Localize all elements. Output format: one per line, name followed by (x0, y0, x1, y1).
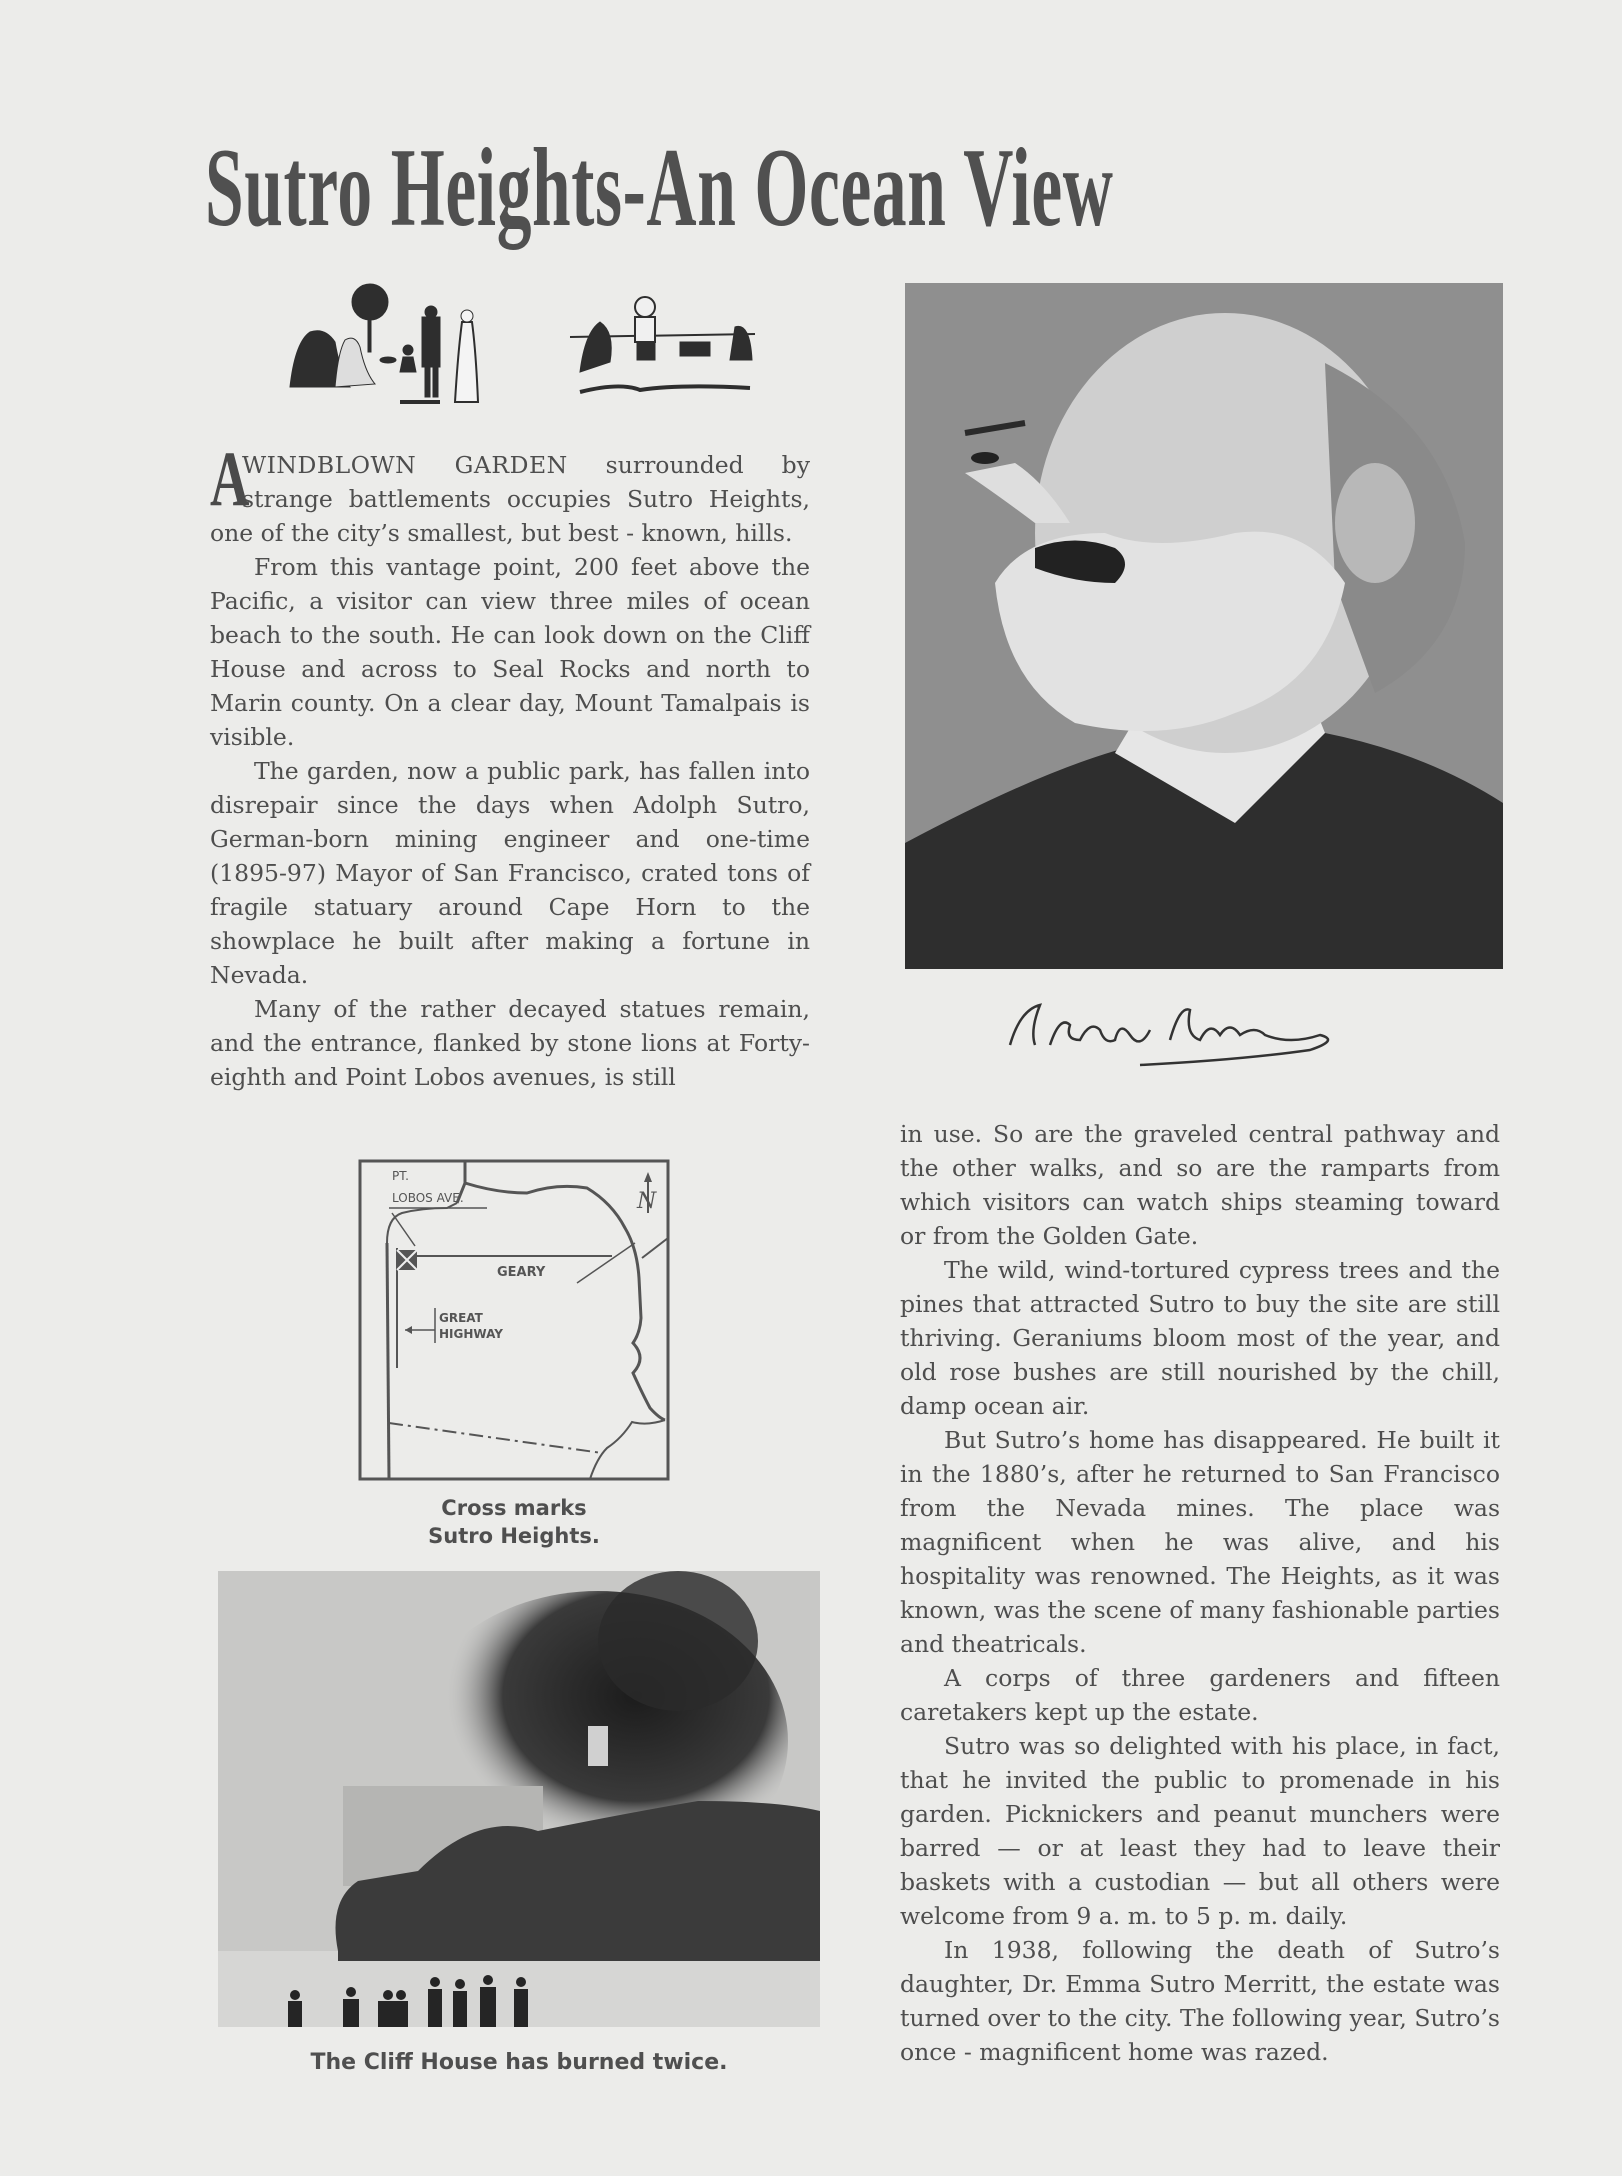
coastline-path (457, 1161, 665, 1420)
map-label-great: GREAT (439, 1311, 483, 1325)
vignette-illustrations (280, 272, 760, 407)
pointer-arrow (392, 1213, 415, 1246)
cliff-house-fire-photo (218, 1571, 820, 2027)
location-map (357, 1158, 671, 1482)
child-digging-icon (730, 326, 752, 360)
lady-figure-icon (455, 322, 478, 402)
map-label-pt: PT. (392, 1169, 409, 1183)
map-label-geary: GEARY (497, 1265, 546, 1280)
north-arrow-icon (636, 1172, 657, 1214)
photo-caption: The Cliff House has burned twice. (310, 2050, 728, 2075)
toy-cart-icon (680, 342, 710, 356)
map-label-lobos: LOBOS AVE. (392, 1191, 464, 1205)
adolph-sutro-portrait (905, 283, 1503, 969)
paragraph: The wild, wind-tortured cypress trees and the pines that attracted Sutro to buy the site are still thriving. Geraniums bloom most of the year, and old rose bushes are still nourished by the chill, damp ocean air. (900, 1256, 1500, 1420)
paragraph: From this vantage point, 200 feet above the Pacific, a visitor can view three miles of ocean beach to the south. He can look down on the Cliff House and across to Seal Rocks and north to Marin county. On a clear day, Mount Tamalpais is visible. (210, 553, 810, 751)
man-figure-icon (422, 317, 440, 367)
paragraph: Sutro was so delighted with his place, in fact, that he invited the public to promenade in his garden. Picknickers and peanut munchers were barred — or at least they had to leave their baskets with a custodian — but all others were welcome from 9 a. m. to 5 p. m. daily. (900, 1732, 1500, 1930)
lead-text: surrounded by strange battlements occupies Sutro Heights, one of the city’s smallest, but best - known, hills. (210, 451, 810, 547)
lead-paragraph (210, 435, 810, 550)
paragraph: in use. So are the graveled central pathway and the other walks, and so are the ramparts from which visitors can watch ships steaming toward or from the Golden Gate. (900, 1120, 1500, 1250)
lead-smallcaps: WINDBLOWN GARDEN (242, 451, 568, 479)
map-label-highway: HIGHWAY (439, 1327, 503, 1341)
map-caption (357, 1494, 671, 1550)
article-column-left (210, 435, 810, 1094)
paragraph: A corps of three gardeners and fifteen caretakers kept up the estate. (900, 1664, 1500, 1726)
garden-strollers-vignette (290, 284, 478, 402)
cross-marker-icon (397, 1250, 417, 1270)
svg-text:N: N (637, 1189, 657, 1214)
drop-cap: A (210, 435, 250, 522)
paragraph: The garden, now a public park, has fallen into disrepair since the days when Adolph Sutro, German-born mining engineer and one-time (1895-97) Mayor of San Francisco, crated tons of fragile statuary around Cape Horn to the showplace he built after making a fortune in Nevada. (210, 757, 810, 989)
paragraph: Many of the rather decayed statues remain, and the entrance, flanked by stone lions at Forty-eighth and Point Lobos avenues, is still (210, 995, 810, 1091)
map-caption-line: Sutro Heights. (428, 1524, 600, 1548)
page-title: Sutro Heights-An Ocean View (205, 126, 1114, 250)
article-column-right (900, 1117, 1500, 2069)
county-line (389, 1423, 602, 1453)
sutro-signature (990, 990, 1370, 1070)
child-bending-icon (580, 322, 611, 372)
ear (1335, 463, 1415, 583)
children-on-beach-vignette (570, 297, 755, 392)
eye (971, 452, 999, 464)
paragraph: In 1938, following the death of Sutro’s daughter, Dr. Emma Sutro Merritt, the estate was turned over to the city. The following year, Sutro’s once - magnificent home was razed. (900, 1936, 1500, 2066)
map-caption-line: Cross marks (441, 1496, 587, 1520)
paragraph: But Sutro’s home has disappeared. He built it in the 1880’s, after he returned to San Francisco from the Nevada mines. The place was magnificent when he was alive, and his hospitality was renowned. The Heights, as it was known, was the scene of many fashionable parties and theatricals. (900, 1426, 1500, 1658)
child-standing-icon (637, 342, 655, 360)
